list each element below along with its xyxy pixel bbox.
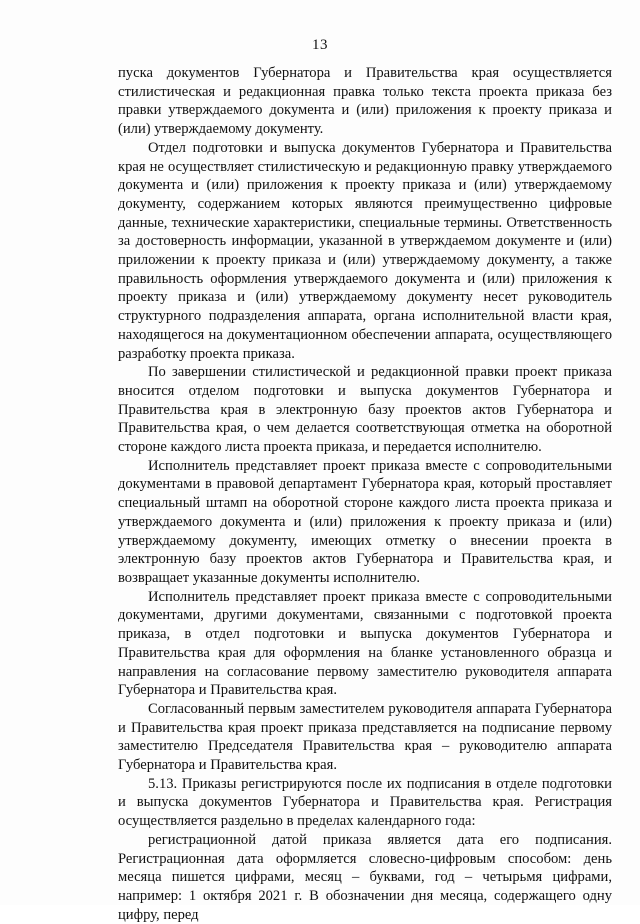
paragraph-section-5-13: 5.13. Приказы регистрируются после их подписания в отделе подготовки и выпуска документов Губернатора и Правительства края. Регистрация осуществляется раздельно в пределах календарного года: [118,775,612,830]
paragraph-department-responsibility: Отдел подготовки и выпуска документов Губернатора и Правительства края не осуществляет стилистическую и редакционную правку утверждаемого документа и (или) приложения к проекту приказа и (или) утверждаемому документу, содержанием которых являются преимущественно цифровые данные, технические характеристики, специальные термины. Ответственность за достоверность информации, указанной в утверждаемом документе и (или) приложении к проекту приказа и (или) утверждаемому документу, а также правильность оформления утверждаемого документа и (или) приложения к проекту приказа и (или) утверждаемому документу несет руководитель структурного подразделения аппарата, органа исполнительной власти края, находящегося на документационном обеспечении аппарата, осуществляющего разработку проекта приказа. [118,139,612,362]
paragraph-registration-date: регистрационной датой приказа является дата его подписания. Регистрационная дата оформляется словесно-цифровым способом: день месяца пишется цифрами, месяц – буквами, год – четырьмя цифрами, например: 1 октября 2021 г. В обозначении дня месяца, содержащего одну цифру, перед [118,831,612,923]
paragraph-after-editing: По завершении стилистической и редакционной правки проект приказа вносится отделом подготовки и выпуска документов Губернатора и Правительства края в электронную базу проектов актов Губернатора и Правительства края, о чем делается соответствующая отметка на оборотной стороне каждого листа проекта приказа, и передается исполнителю. [118,364,612,456]
paragraph-continuation: пуска документов Губернатора и Правительства края осуществляется стилистическая и редакционная правка только текста проекта приказа без правки утверждаемого документа и (или) приложения к проекту приказа и (или) утверждаемому документу. [118,65,612,138]
page-number: 13 [312,37,328,53]
paragraph-legal-department: Исполнитель представляет проект приказа вместе с сопроводительными документами в правовой департамент Губернатора края, который проставляет специальный штамп на оборотной стороне каждого листа проекта приказа и утверждаемого документа и (или) приложения к проекту приказа и (или) утверждаемому документу, имеющих отметку о внесении проекта в электронную базу проектов актов Губернатора и Правительства края, и возвращает указанные документы исполнителю. [118,457,612,586]
document-body [118,64,612,924]
paragraph-signing: Согласованный первым заместителем руководителя аппарата Губернатора и Правительства края проект приказа представляется на подписание первому заместителю Председателя Правительства края – руководителю аппарата Губернатора и Правительства края. [118,700,612,774]
paragraph-submission-for-blank: Исполнитель представляет проект приказа вместе с сопроводительными документами, другими документами, связанными с подготовкой проекта приказа, в отдел подготовки и выпуска документов Губернатора и Правительства края для оформления на бланке установленного образца и направления на согласование первому заместителю руководителя аппарата Губернатора и Правительства края. [118,588,612,699]
